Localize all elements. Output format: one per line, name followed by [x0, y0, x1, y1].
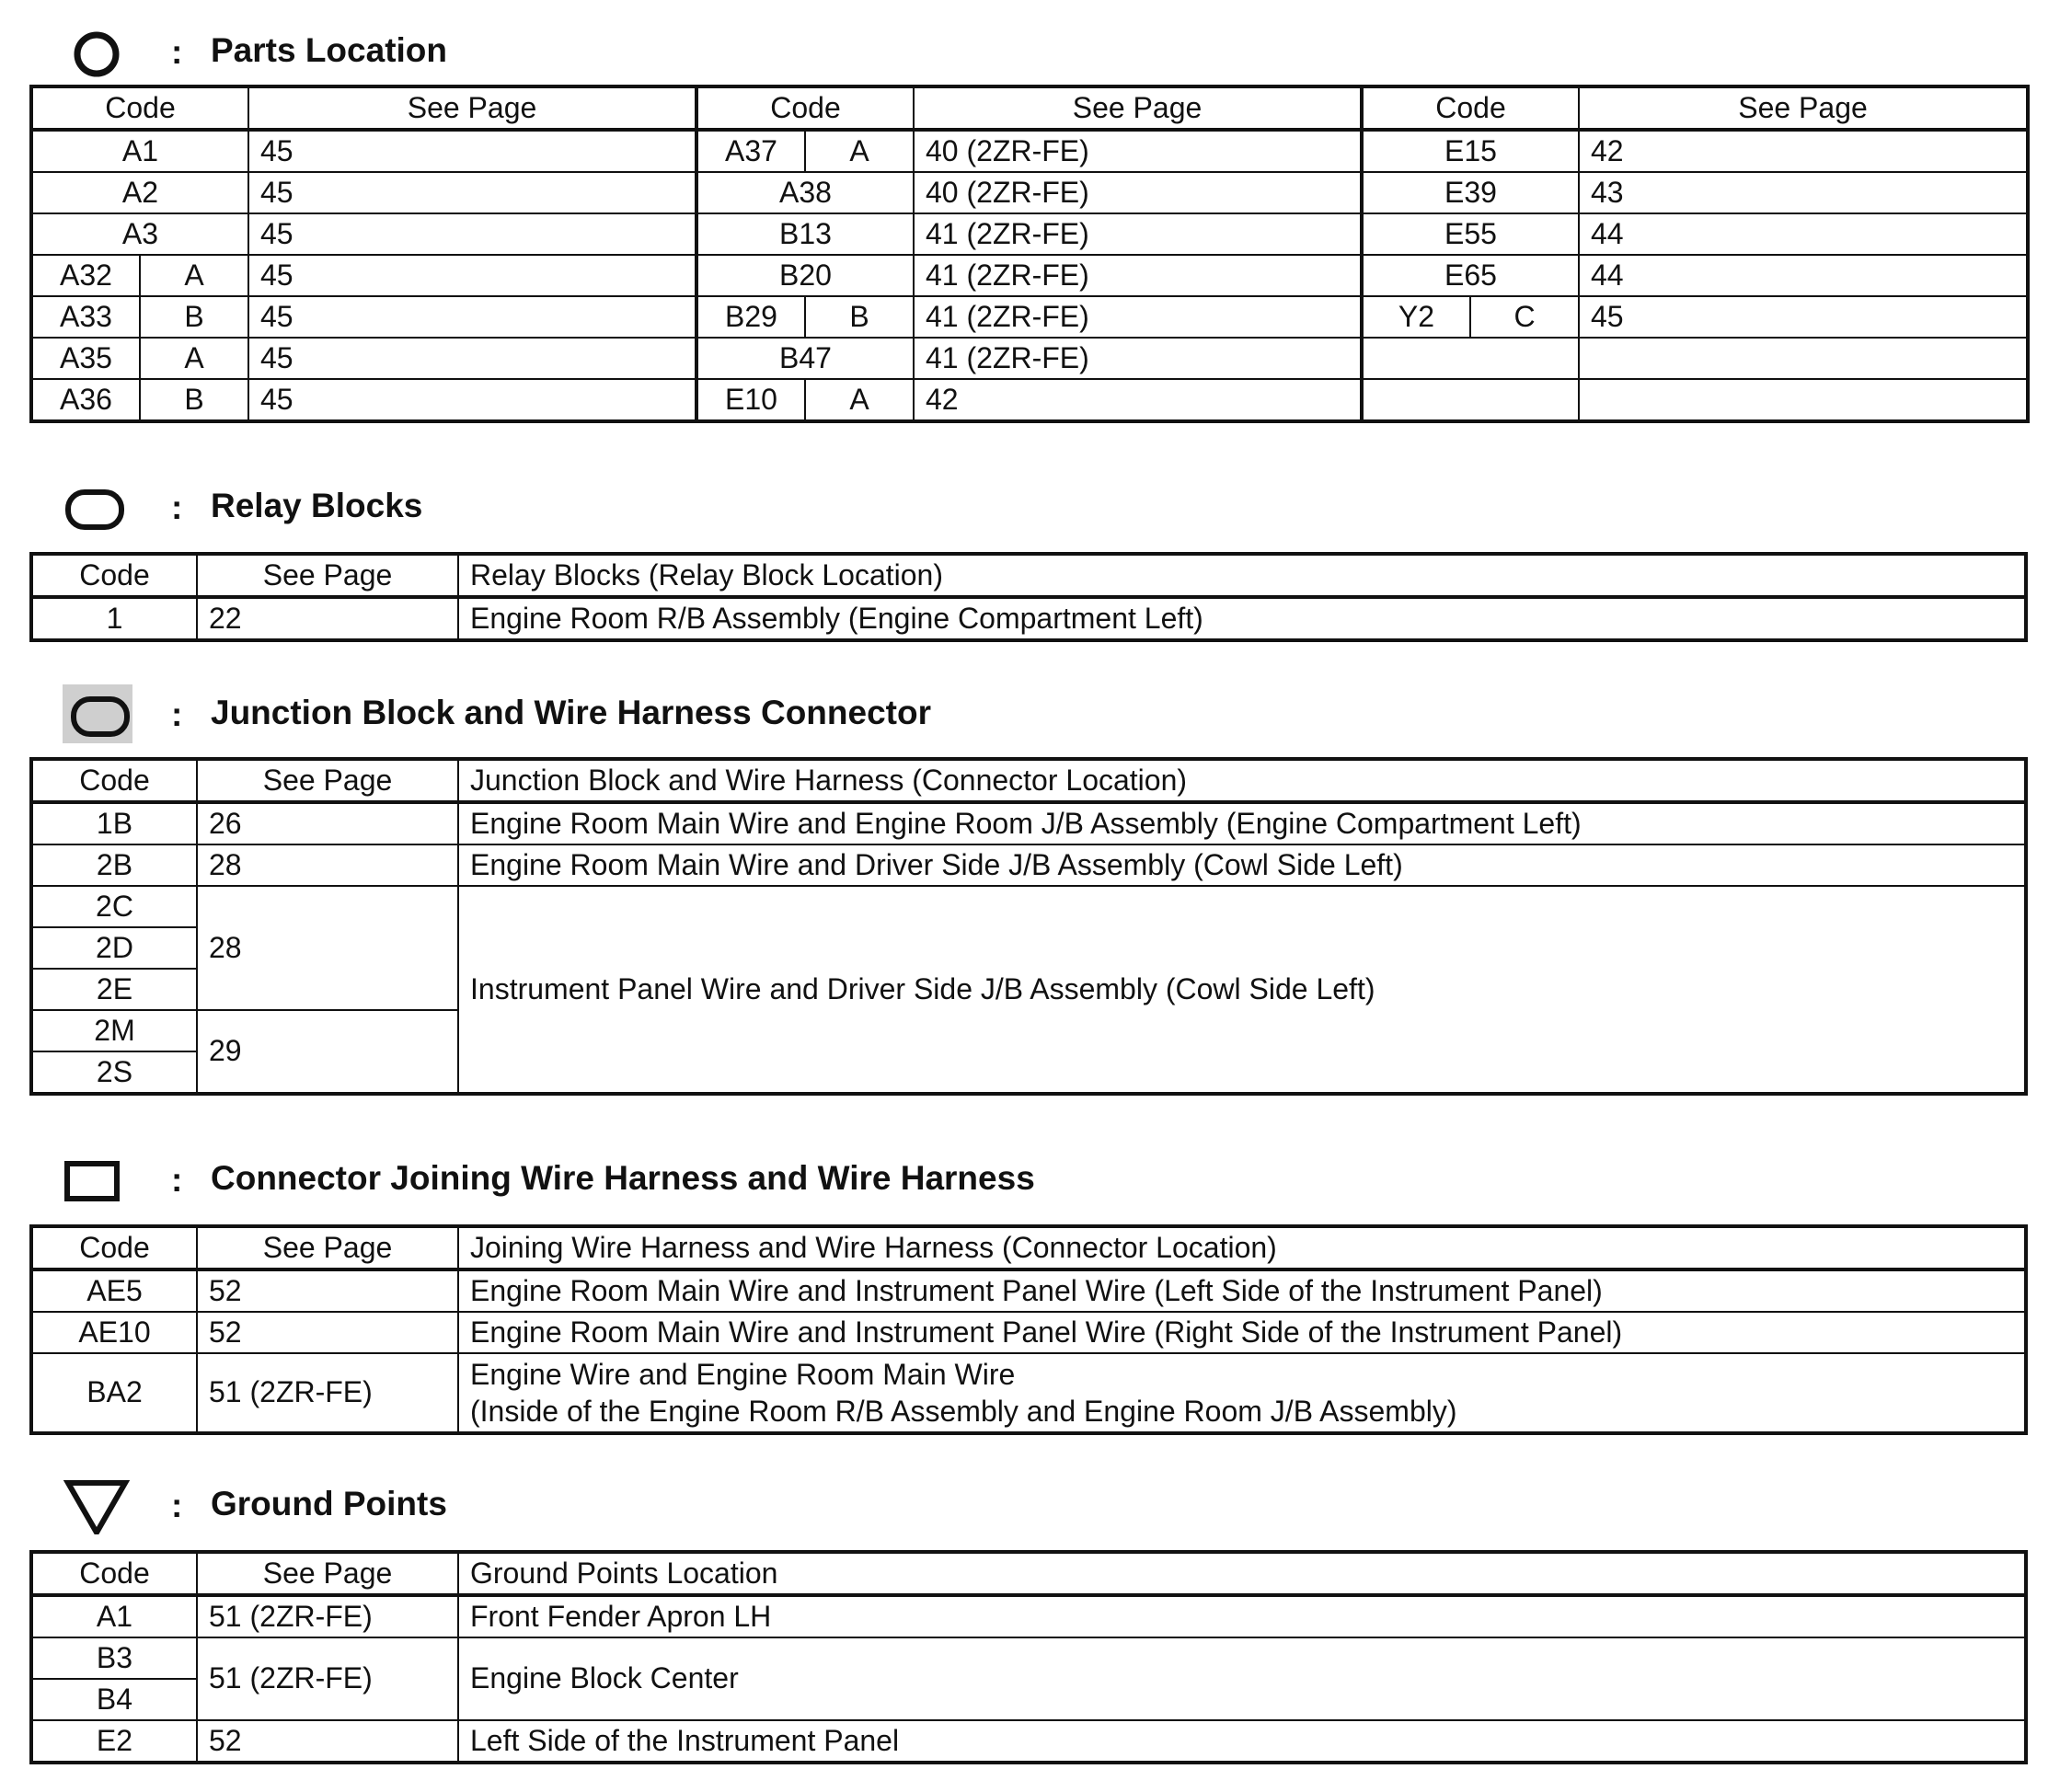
- code-cell: B3: [31, 1637, 197, 1679]
- table-header-row: [31, 86, 2028, 130]
- code-cell: E10: [696, 379, 805, 421]
- table-row: [31, 296, 2028, 338]
- section-colon: :: [171, 695, 183, 733]
- description-cell: Engine Room Main Wire and Engine Room J/B Assembly (Engine Compartment Left): [458, 802, 2026, 844]
- code-cell: A1: [31, 1595, 197, 1637]
- rounded-rect-symbol-icon: [63, 477, 132, 536]
- junction-block-header: [0, 681, 2060, 745]
- code-cell: BA2: [31, 1353, 197, 1433]
- page-cell: 42: [1579, 130, 2028, 172]
- relay-blocks-table: [29, 552, 2028, 642]
- page-cell: 45: [248, 379, 696, 421]
- page-cell: 44: [1579, 255, 2028, 296]
- header-description: Junction Block and Wire Harness (Connector Location): [458, 759, 2026, 802]
- parts-location-table: [29, 85, 2030, 423]
- description-line: (Inside of the Engine Room R/B Assembly and Engine Room J/B Assembly): [470, 1395, 1457, 1428]
- description-cell: Instrument Panel Wire and Driver Side J/B Assembly (Cowl Side Left): [458, 886, 2026, 1094]
- page-cell: 52: [197, 1312, 458, 1353]
- code-cell: A32: [31, 255, 140, 296]
- code-cell: B20: [696, 255, 914, 296]
- description-cell: Engine Room Main Wire and Instrument Panel Wire (Left Side of the Instrument Panel): [458, 1269, 2026, 1312]
- page-cell: 51 (2ZR-FE): [197, 1353, 458, 1433]
- page-cell: 45: [248, 296, 696, 338]
- section-title-junction-block: Junction Block and Wire Harness Connector: [211, 694, 931, 731]
- page-cell: 26: [197, 802, 458, 844]
- section-title-relay-blocks: Relay Blocks: [211, 487, 423, 524]
- table-row: [31, 844, 2026, 886]
- sub-code-cell: B: [140, 379, 248, 421]
- code-cell: 2D: [31, 927, 197, 969]
- code-cell: B47: [696, 338, 914, 379]
- code-cell: A1: [31, 130, 248, 172]
- code-cell: AE10: [31, 1312, 197, 1353]
- table-row: [31, 802, 2026, 844]
- code-cell: 2B: [31, 844, 197, 886]
- shaded-rounded-rect-symbol-icon: [63, 684, 132, 743]
- table-row: [31, 1312, 2026, 1353]
- section-title-ground-points: Ground Points: [211, 1485, 447, 1522]
- code-cell: A37: [696, 130, 805, 172]
- header-see-page: See Page: [197, 554, 458, 597]
- connector-joining-table: [29, 1224, 2028, 1435]
- junction-block-table: [29, 757, 2028, 1096]
- code-cell: E39: [1362, 172, 1579, 213]
- section-colon: :: [171, 1487, 183, 1524]
- table-row: [31, 213, 2028, 255]
- table-header-row: [31, 1226, 2026, 1269]
- table-row: [31, 172, 2028, 213]
- header-code: Code: [31, 759, 197, 802]
- table-row: [31, 1353, 2026, 1433]
- page-cell: 51 (2ZR-FE): [197, 1595, 458, 1637]
- triangle-symbol-icon: [63, 1476, 132, 1534]
- table-row: [31, 1637, 2026, 1679]
- header-see-page: See Page: [197, 759, 458, 802]
- header-code: Code: [1362, 86, 1579, 130]
- table-row: [31, 130, 2028, 172]
- page-cell: 45: [248, 172, 696, 213]
- header-code: Code: [31, 554, 197, 597]
- sub-code-cell: B: [805, 296, 914, 338]
- code-cell: A33: [31, 296, 140, 338]
- table-row: [31, 597, 2026, 640]
- sub-code-cell: A: [805, 379, 914, 421]
- sub-code-cell: A: [805, 130, 914, 172]
- header-code: Code: [31, 1552, 197, 1595]
- code-cell: A3: [31, 213, 248, 255]
- circle-symbol-icon: [63, 22, 132, 81]
- sub-code-cell: C: [1470, 296, 1579, 338]
- empty-cell: [1362, 338, 1579, 379]
- table-row: [31, 1269, 2026, 1312]
- header-description: Relay Blocks (Relay Block Location): [458, 554, 2026, 597]
- page-cell: 43: [1579, 172, 2028, 213]
- table-row: [31, 1720, 2026, 1763]
- sub-code-cell: A: [140, 338, 248, 379]
- parts-location-header: [0, 18, 2060, 83]
- page-cell: 45: [248, 338, 696, 379]
- code-cell: 2S: [31, 1051, 197, 1094]
- code-cell: 2C: [31, 886, 197, 927]
- page-cell: 41 (2ZR-FE): [914, 255, 1362, 296]
- header-description: Ground Points Location: [458, 1552, 2026, 1595]
- code-cell: A2: [31, 172, 248, 213]
- code-cell: 1B: [31, 802, 197, 844]
- page-cell: 41 (2ZR-FE): [914, 213, 1362, 255]
- code-cell: E15: [1362, 130, 1579, 172]
- code-cell: A38: [696, 172, 914, 213]
- description-cell: Engine Room Main Wire and Instrument Panel Wire (Right Side of the Instrument Panel): [458, 1312, 2026, 1353]
- code-cell: AE5: [31, 1269, 197, 1312]
- page-cell: 22: [197, 597, 458, 640]
- code-cell: 2M: [31, 1010, 197, 1051]
- header-see-page: See Page: [914, 86, 1362, 130]
- description-cell: Front Fender Apron LH: [458, 1595, 2026, 1637]
- page-cell: 45: [248, 130, 696, 172]
- table-header-row: [31, 554, 2026, 597]
- code-cell: B13: [696, 213, 914, 255]
- header-code: Code: [31, 86, 248, 130]
- header-see-page: See Page: [1579, 86, 2028, 130]
- code-cell: E2: [31, 1720, 197, 1763]
- section-colon: :: [171, 33, 183, 71]
- relay-blocks-header: [0, 474, 2060, 538]
- header-description: Joining Wire Harness and Wire Harness (Connector Location): [458, 1226, 2026, 1269]
- table-row: [31, 379, 2028, 421]
- header-code: Code: [696, 86, 914, 130]
- page-cell: 45: [248, 213, 696, 255]
- page-cell: 44: [1579, 213, 2028, 255]
- description-cell: Engine Room Main Wire and Driver Side J/B Assembly (Cowl Side Left): [458, 844, 2026, 886]
- header-see-page: See Page: [197, 1552, 458, 1595]
- ground-points-table: [29, 1550, 2028, 1764]
- header-see-page: See Page: [197, 1226, 458, 1269]
- section-title-parts-location: Parts Location: [211, 31, 447, 69]
- page-cell: 29: [197, 1010, 458, 1094]
- page-cell: 52: [197, 1269, 458, 1312]
- code-cell: E55: [1362, 213, 1579, 255]
- section-title-connector-joining: Connector Joining Wire Harness and Wire Harness: [211, 1159, 1035, 1197]
- page-cell: 41 (2ZR-FE): [914, 296, 1362, 338]
- rectangle-symbol-icon: [63, 1150, 132, 1209]
- table-row: [31, 338, 2028, 379]
- table-header-row: [31, 1552, 2026, 1595]
- code-cell: A35: [31, 338, 140, 379]
- section-colon: :: [171, 488, 183, 526]
- page-cell: 42: [914, 379, 1362, 421]
- code-cell: B29: [696, 296, 805, 338]
- table-row: [31, 886, 2026, 927]
- table-row: [31, 255, 2028, 296]
- table-row: [31, 1595, 2026, 1637]
- table-header-row: [31, 759, 2026, 802]
- page-cell: 41 (2ZR-FE): [914, 338, 1362, 379]
- ground-points-header: [0, 1472, 2060, 1536]
- empty-cell: [1579, 379, 2028, 421]
- page-cell: 51 (2ZR-FE): [197, 1637, 458, 1720]
- connector-joining-header: [0, 1146, 2060, 1211]
- code-cell: E65: [1362, 255, 1579, 296]
- code-cell: Y2: [1362, 296, 1470, 338]
- description-cell: Engine Block Center: [458, 1637, 2026, 1720]
- description-cell: [458, 1353, 2026, 1433]
- description-cell: Engine Room R/B Assembly (Engine Compartment Left): [458, 597, 2026, 640]
- page-cell: 40 (2ZR-FE): [914, 130, 1362, 172]
- page-cell: 45: [248, 255, 696, 296]
- empty-cell: [1362, 379, 1579, 421]
- code-cell: 1: [31, 597, 197, 640]
- page-cell: 45: [1579, 296, 2028, 338]
- page-cell: 52: [197, 1720, 458, 1763]
- page-cell: 28: [197, 886, 458, 1010]
- page-cell: 40 (2ZR-FE): [914, 172, 1362, 213]
- page-cell: 28: [197, 844, 458, 886]
- section-colon: :: [171, 1161, 183, 1199]
- header-see-page: See Page: [248, 86, 696, 130]
- sub-code-cell: B: [140, 296, 248, 338]
- header-code: Code: [31, 1226, 197, 1269]
- empty-cell: [1579, 338, 2028, 379]
- description-cell: Left Side of the Instrument Panel: [458, 1720, 2026, 1763]
- code-cell: A36: [31, 379, 140, 421]
- code-cell: 2E: [31, 969, 197, 1010]
- code-cell: B4: [31, 1679, 197, 1720]
- sub-code-cell: A: [140, 255, 248, 296]
- description-line: Engine Wire and Engine Room Main Wire: [470, 1358, 1016, 1391]
